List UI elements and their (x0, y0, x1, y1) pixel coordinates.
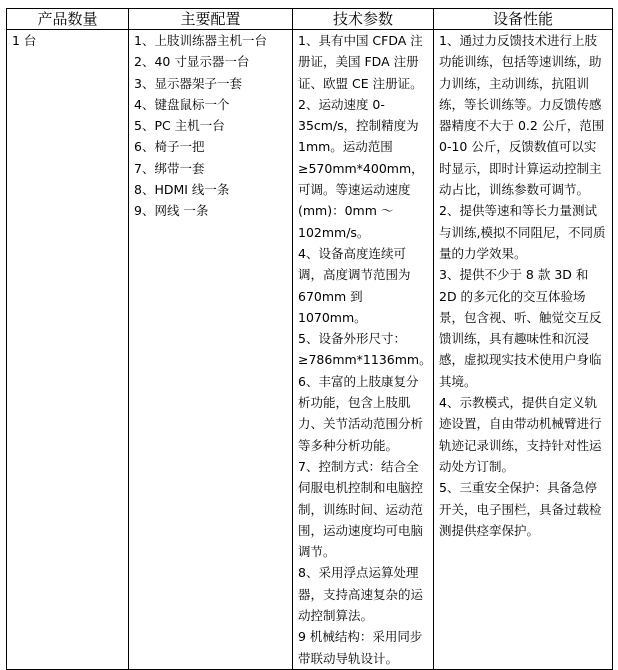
tech-param-item: 2、运动速度 0-35cm/s，控制精度为 1mm。运动范围≥570mm*400mm，可调。等速运动速度(mm)：0mm ～ 102mm/s。 (298, 96, 424, 240)
config-item: 1、上肢训练器主机一台 (134, 33, 267, 48)
tech-param-item: 4、设备高度连续可调，高度调节范围为 670mm 到 1070mm。 (298, 245, 411, 325)
tech-param-item: 6、丰富的上肢康复分析功能，包含上肢肌力、关节活动范围分析等多种分析功能。 (298, 373, 424, 453)
tech-params-cell (293, 30, 434, 670)
spec-table (6, 8, 613, 670)
config-item: 5、PC 主机一台 (134, 118, 225, 134)
header-configuration: 主要配置 (129, 9, 293, 30)
tech-param-item: 8、采用浮点运算处理器，支持高速复杂的运动控制算法。 (298, 565, 424, 624)
config-item: 6、椅子一把 (134, 139, 205, 155)
tech-param-item: 7、控制方式：结合全伺服电机控制和电脑控制，训练时间、运动范围，运动速度均可电脑调节。 (298, 458, 424, 560)
performance-item: 2、提供等速和等长力量测试与训练,模拟不同阻尼，不同质量的力学效果。 (439, 203, 606, 261)
tech-param-item: 1、具有中国 CFDA 注册证，美国 FDA 注册证、欧盟 CE 注册证。 (298, 33, 423, 91)
tech-param-item: 9 机械结构：采用同步带联动导轨设计。 (298, 629, 423, 666)
performance-cell (434, 30, 613, 670)
header-performance: 设备性能 (434, 9, 613, 30)
config-item: 7、绑带一套 (134, 160, 205, 176)
performance-item: 3、提供不少于 8 款 3D 和 2D 的多元化的交互体验场景，包含视、听、触觉交互反馈训练，具有趣味性和沉浸感，虚拟现实技术使用户身临其境。 (439, 267, 602, 389)
config-item: 2、40 寸显示器一台 (134, 54, 250, 70)
performance-item: 1、通过力反馈技术进行上肢功能训练，包括等速训练，助力训练，主动训练，抗阻训练，等长训练等。力反馈传感器精度不大于 0.2 公斤，范围 0-10 公斤，反馈数值可以实时显示，即时计算运动控制主动占比，训练参数可调节。 (439, 33, 605, 198)
configuration-cell (129, 30, 293, 670)
body-row (7, 30, 613, 670)
header-quantity: 产品数量 (7, 9, 129, 30)
performance-item: 5、三重安全保护：具备急停开关，电子围栏，具备过载检测提供痉挛保护。 (439, 480, 602, 538)
config-item: 8、HDMI 线一条 (134, 182, 230, 198)
performance-item: 4、示教模式，提供自定义轨迹设置，自由带动机械臂进行轨迹记录训练，支持针对性运动处方订制。 (439, 395, 602, 474)
header-tech-params: 技术参数 (293, 9, 434, 30)
header-row (7, 9, 613, 30)
quantity-value: 1 台 (12, 33, 37, 48)
config-item: 9、网线 一条 (134, 203, 209, 219)
tech-param-item: 5、设备外形尺寸：≥786mm*1136mm。 (298, 331, 432, 368)
config-item: 4、键盘鼠标一个 (134, 96, 230, 112)
config-item: 3、显示器架子一套 (134, 75, 242, 91)
quantity-cell (7, 30, 129, 670)
